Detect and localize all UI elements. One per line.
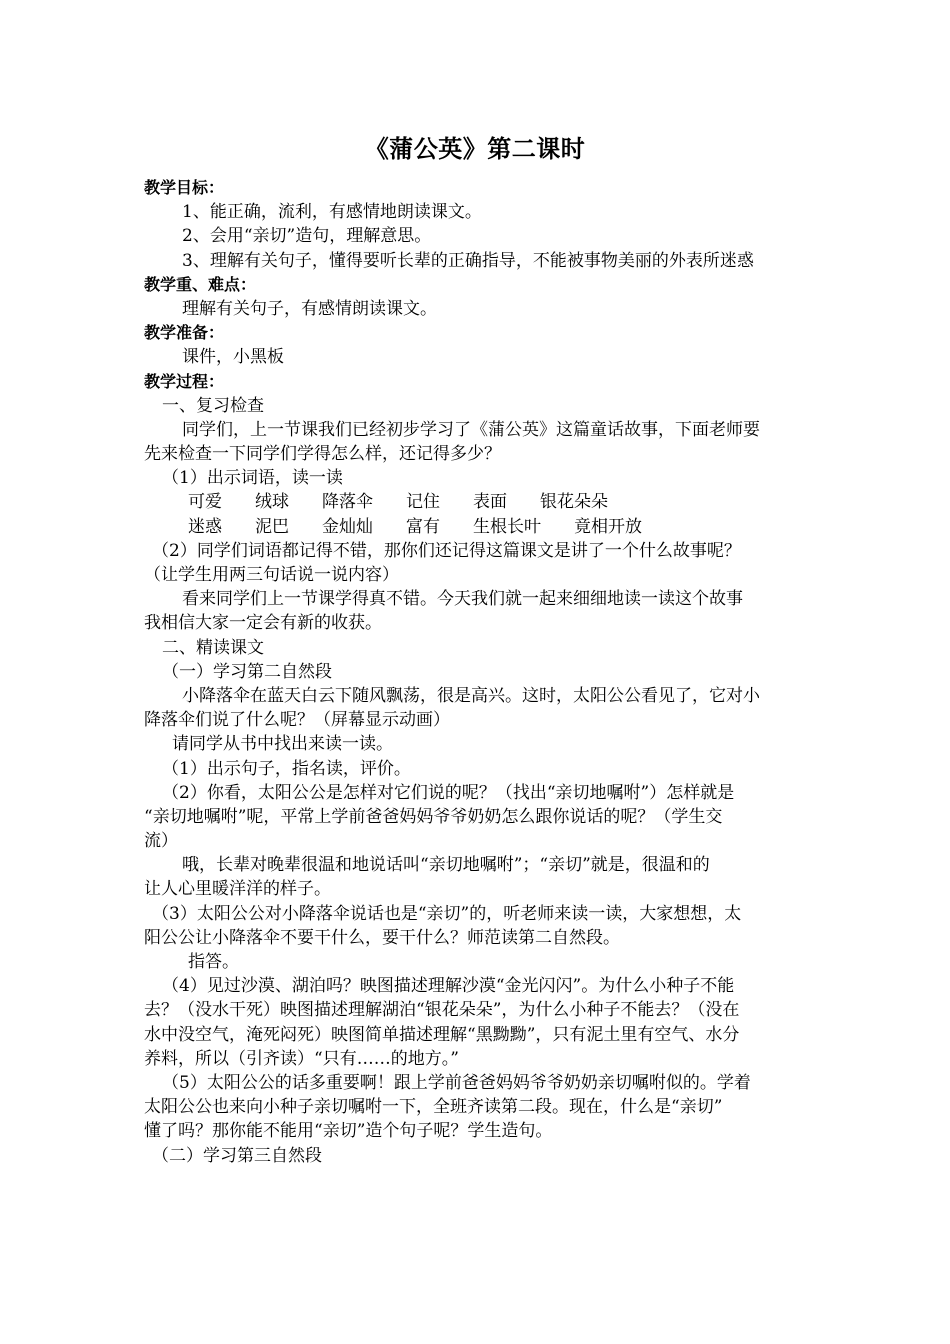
paragraph-line: 去？（没水干死）映图描述理解湖泊“银花朵朵”，为什么小种子不能去？（没在 <box>144 1000 740 1021</box>
paragraph-line: 看来同学们上一节课学得真不错。今天我们就一起来细细地读一读这个故事 <box>182 589 743 610</box>
vocabulary-word: 迷惑 <box>188 516 222 537</box>
paragraph-line: 一、复习检查 <box>162 395 264 416</box>
paragraph-line: （二）学习第三自然段 <box>152 1145 322 1166</box>
paragraph-line: 同学们，上一节课我们已经初步学习了《蒲公英》这篇童话故事，下面老师要 <box>182 419 760 440</box>
paragraph-line: 二、精读课文 <box>162 637 264 658</box>
vocabulary-word: 银花朵朵 <box>540 492 608 513</box>
paragraph-line: 水中没空气，淹死闷死）映图简单描述理解“黑黝黝”，只有泥土里有空气、水分 <box>144 1024 740 1045</box>
section-heading: 教学重、难点： <box>144 274 257 294</box>
paragraph-line: 理解有关句子，有感情朗读课文。 <box>182 298 437 319</box>
vocabulary-word: 绒球 <box>255 492 289 513</box>
section-heading: 教学准备： <box>144 323 225 343</box>
paragraph-line: 2、会用“亲切”造句，理解意思。 <box>182 226 432 247</box>
paragraph-line: 1、能正确，流利，有感情地朗读课文。 <box>182 202 482 223</box>
paragraph-line: （3）太阳公公对小降落伞说话也是“亲切”的，听老师来读一读，大家想想，太 <box>152 903 742 924</box>
vocabulary-word: 表面 <box>473 492 507 513</box>
paragraph-line: 指答。 <box>188 952 239 972</box>
paragraph-line: （5）太阳公公的话多重要啊！跟上学前爸爸妈妈爷爷奶奶亲切嘱咐似的。学着 <box>162 1072 751 1093</box>
paragraph-line: 我相信大家一定会有新的收获。 <box>144 613 382 634</box>
vocabulary-word: 生根长叶 <box>473 516 541 537</box>
paragraph-line: 太阳公公也来向小种子亲切嘱咐一下，全班齐读第二段。现在，什么是“亲切” <box>144 1097 723 1118</box>
paragraph-line: 3、理解有关句子，懂得要听长辈的正确指导，不能被事物美丽的外表所迷惑 <box>182 250 754 271</box>
paragraph-line: （一）学习第二自然段 <box>162 661 332 682</box>
paragraph-line: 阳公公让小降落伞不要干什么，要干什么？师范读第二自然段。 <box>144 927 620 948</box>
paragraph-line: 小降落伞在蓝天白云下随风飘荡，很是高兴。这时，太阳公公看见了，它对小 <box>182 685 760 706</box>
paragraph-line: （1）出示句子，指名读，评价。 <box>162 758 411 779</box>
paragraph-line: “亲切地嘱咐”呢，平常上学前爸爸妈妈爷爷奶奶怎么跟你说话的呢？（学生交 <box>144 806 723 827</box>
paragraph-line: 请同学从书中找出来读一读。 <box>172 734 393 755</box>
paragraph-line: 养料，所以（引齐读）“只有……的地方。” <box>144 1048 459 1069</box>
vocabulary-word: 竟相开放 <box>574 516 642 537</box>
paragraph-line: 课件，小黑板 <box>182 347 284 368</box>
vocabulary-word: 泥巴 <box>255 516 289 537</box>
paragraph-line: （2）你看，太阳公公是怎样对它们说的呢？（找出“亲切地嘱咐”）怎样就是 <box>162 782 735 803</box>
vocabulary-word: 可爱 <box>188 492 222 513</box>
section-heading: 教学过程： <box>144 371 225 391</box>
vocabulary-word: 富有 <box>406 516 440 537</box>
paragraph-line: 先来检查一下同学们学得怎么样，还记得多少？ <box>144 444 501 465</box>
vocabulary-word: 金灿灿 <box>322 516 373 537</box>
paragraph-line: （2）同学们词语都记得不错，那你们还记得这篇课文是讲了一个什么故事呢？ <box>152 540 741 561</box>
vocabulary-word: 记住 <box>406 492 440 513</box>
section-heading: 教学目标： <box>144 178 225 197</box>
vocabulary-row <box>144 490 809 514</box>
document-title: 《蒲公英》第二课时 <box>364 135 586 163</box>
document-body <box>144 176 809 1168</box>
paragraph-line: 哦，长辈对晚辈很温和地说话叫“亲切地嘱咐”；“亲切”就是，很温和的 <box>182 855 710 876</box>
paragraph-line: （4）见过沙漠、湖泊吗？映图描述理解沙漠“金光闪闪”。为什么小种子不能 <box>162 976 735 997</box>
paragraph-line: 让人心里暖洋洋的样子。 <box>144 879 331 900</box>
vocabulary-word: 降落伞 <box>322 492 373 513</box>
paragraph-line: （1）出示词语，读一读 <box>162 468 343 489</box>
paragraph-line: 懂了吗？那你能不能用“亲切”造个句子呢？学生造句。 <box>144 1121 553 1142</box>
paragraph-line: 流） <box>144 831 178 852</box>
paragraph-line: 降落伞们说了什么呢？（屏幕显示动画） <box>144 710 450 731</box>
vocabulary-row <box>144 515 809 539</box>
paragraph-line: （让学生用两三句话说一说内容） <box>144 565 399 585</box>
